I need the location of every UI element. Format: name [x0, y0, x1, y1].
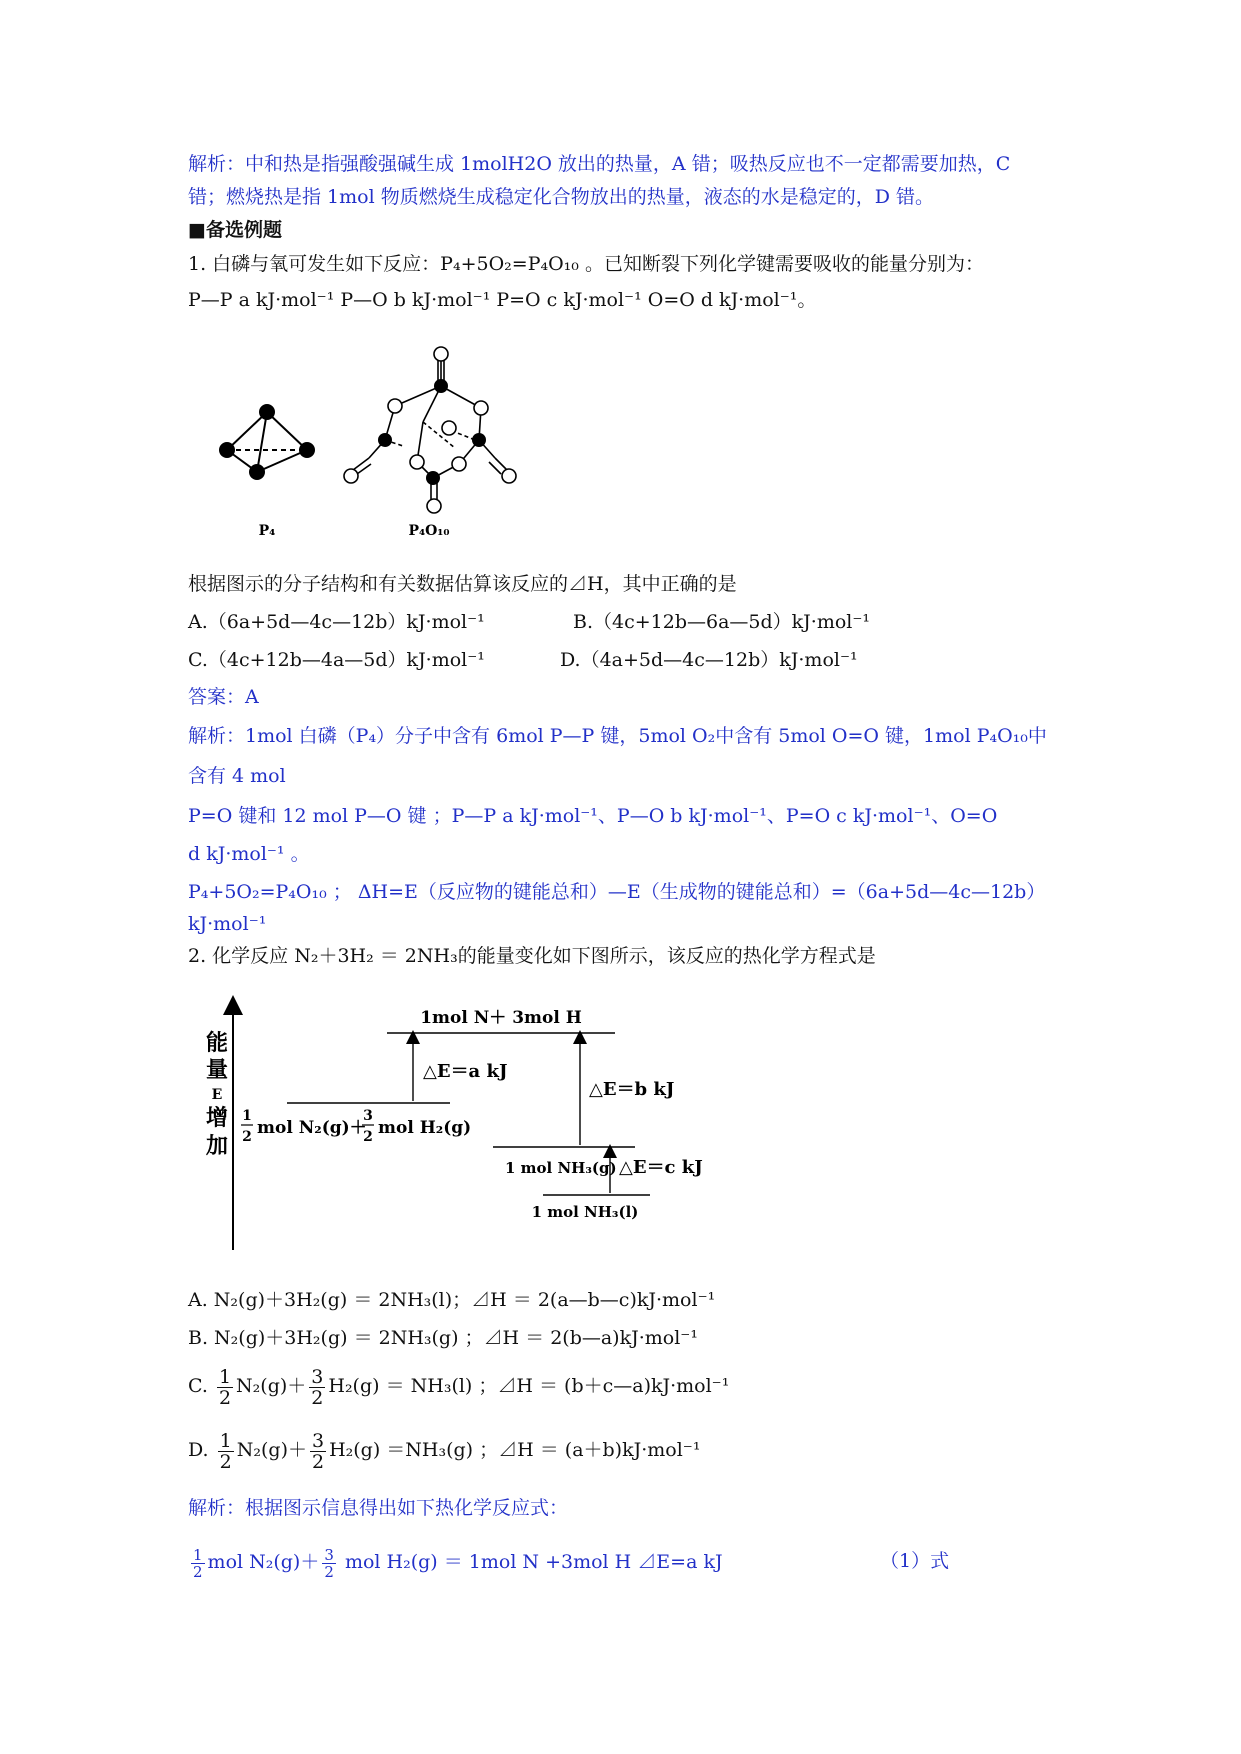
- level-reactants-label-2: mol H₂(g): [378, 1118, 472, 1138]
- q2-option-b: B. N₂(g)＋3H₂(g) ＝ 2NH₃(g) ；⊿H ＝ 2(b—a)kJ·mol⁻¹: [188, 1327, 698, 1349]
- o-atom: [344, 469, 358, 483]
- axis-label-char: 量: [205, 1057, 229, 1083]
- q2-explanation-intro: 解析：根据图示信息得出如下热化学反应式：: [188, 1497, 569, 1519]
- fraction-one-half: $\frac{1}{2}$: [218, 1365, 232, 1409]
- p-atom: [249, 464, 265, 480]
- q1-option-a: A.（6a+5d—4c—12b）kJ·mol⁻¹: [188, 611, 485, 633]
- section-title: ■备选例题: [188, 219, 282, 241]
- level-nh3-liquid-label: 1 mol NH₃(l): [531, 1203, 639, 1221]
- energy-level-diagram: [195, 995, 755, 1255]
- intro-analysis-line-1: 解析：中和热是指强酸强碱生成 1molH2O 放出的热量，A 错；吸热反应也不一定都需要加热，C: [188, 153, 1011, 175]
- q1-bond-energies: P—P a kJ·mol⁻¹ P—O b kJ·mol⁻¹ P=O c kJ·mol⁻¹ O=O d kJ·mol⁻¹。: [188, 289, 817, 311]
- level-top-label: 1mol N＋ 3mol H: [420, 1008, 582, 1028]
- p-atom: [426, 471, 440, 485]
- p-atom: [378, 433, 392, 447]
- q2-option-a: A. N₂(g)＋3H₂(g) ＝ 2NH₃(l)；⊿H ＝ 2(a—b—c)kJ·mol⁻¹: [188, 1289, 716, 1311]
- delta-a-label: △E＝a kJ: [423, 1061, 508, 1082]
- q1-option-b: B.（4c+12b—6a—5d）kJ·mol⁻¹: [573, 611, 871, 633]
- o-atom: [452, 457, 466, 471]
- axis-label-char: 能: [205, 1030, 229, 1056]
- fraction-one-half: $\frac{1}{2}$: [193, 1545, 203, 1581]
- label-p4: P₄: [258, 523, 276, 539]
- q2-option-d: D. $\frac{1}{2}$ N₂(g)＋ $\frac{3}{2}$ H₂(g) ＝NH₃(g) ；⊿H ＝ (a＋b)kJ·mol⁻¹: [188, 1429, 701, 1473]
- q1-stem: 1. 白磷与氧可发生如下反应：P₄+5O₂=P₄O₁₀ 。已知断裂下列化学键需要吸收的能量分别为：: [188, 253, 984, 275]
- frac-num: 1: [242, 1108, 252, 1124]
- q2-explanation-equation: $\frac{1}{2}$ mol N₂(g)＋ $\frac{3}{2}$ mol H₂(g) ＝ 1mol N +3mol H ⊿E=a kJ: [193, 1545, 723, 1581]
- fraction-three-halves: $\frac{3}{2}$: [311, 1429, 325, 1473]
- q1-option-c: C.（4c+12b—4a—5d）kJ·mol⁻¹: [188, 649, 485, 671]
- q1-answer: 答案：A: [188, 686, 259, 708]
- o-atom: [474, 401, 488, 415]
- molecule-structure-figure: [205, 340, 525, 540]
- o-atom: [388, 399, 402, 413]
- q1-explanation-3: P=O 键和 12 mol P—O 键 ；P—P a kJ·mol⁻¹、P—O b kJ·mol⁻¹、P=O c kJ·mol⁻¹、O=O: [188, 805, 998, 827]
- delta-b-label: △E＝b kJ: [589, 1079, 675, 1100]
- q1-explanation-4: d kJ·mol⁻¹ 。: [188, 843, 310, 865]
- axis-label-char: 增: [205, 1105, 229, 1131]
- q2-stem: 2. 化学反应 N₂＋3H₂ ＝ 2NH₃的能量变化如下图所示，该反应的热化学方程式是: [188, 945, 876, 967]
- delta-c-label: △E＝c kJ: [619, 1157, 703, 1178]
- p-atom: [299, 442, 315, 458]
- level-nh3-gas-label: 1 mol NH₃(g): [505, 1159, 617, 1177]
- intro-analysis-line-2: 错；燃烧热是指 1mol 物质燃烧生成稳定化合物放出的热量，液态的水是稳定的，D 错。: [188, 186, 934, 208]
- p-atom: [434, 379, 448, 393]
- o-atom: [410, 455, 424, 469]
- axis-label-char: E: [211, 1087, 223, 1103]
- q1-explanation-5: P₄+5O₂=P₄O₁₀ ； ΔH=E（反应物的键能总和）—E（生成物的键能总和）=（6a+5d—4c—12b）: [188, 881, 1046, 903]
- o-atom: [434, 347, 448, 361]
- fraction-three-halves: $\frac{3}{2}$: [324, 1545, 334, 1581]
- q1-explanation-1: 解析：1mol 白磷（P₄）分子中含有 6mol P—P 键，5mol O₂中含有 5mol O=O 键，1mol P₄O₁₀中: [188, 725, 1047, 747]
- q2-equation-tag: （1）式: [880, 1550, 950, 1572]
- q1-option-d: D.（4a+5d—4c—12b）kJ·mol⁻¹: [560, 649, 858, 671]
- p-atom: [219, 442, 235, 458]
- frac-num: 3: [363, 1108, 373, 1124]
- o-atom: [442, 421, 456, 435]
- p-atom: [472, 433, 486, 447]
- axis-label-char: 加: [205, 1133, 229, 1159]
- fraction-one-half: $\frac{1}{2}$: [219, 1429, 232, 1473]
- level-reactants-label-1: mol N₂(g)＋: [257, 1118, 367, 1138]
- q1-explanation-2: 含有 4 mol: [188, 765, 286, 787]
- p4-tetrahedron: [227, 412, 307, 472]
- frac-den: 2: [242, 1129, 252, 1145]
- q1-explanation-6: kJ·mol⁻¹: [188, 913, 267, 935]
- label-p4o10: P₄O₁₀: [408, 523, 450, 539]
- q1-question: 根据图示的分子结构和有关数据估算该反应的⊿H，其中正确的是: [188, 573, 737, 595]
- q2-option-c: C. $\frac{1}{2}$ N₂(g)＋ $\frac{3}{2}$ H₂(g) ＝ NH₃(l) ；⊿H ＝ (b＋c—a)kJ·mol⁻¹: [188, 1365, 730, 1409]
- p-atom: [259, 404, 275, 420]
- frac-den: 2: [363, 1129, 373, 1145]
- o-atom: [502, 469, 516, 483]
- o-atom: [427, 499, 441, 513]
- fraction-three-halves: $\frac{3}{2}$: [311, 1365, 324, 1409]
